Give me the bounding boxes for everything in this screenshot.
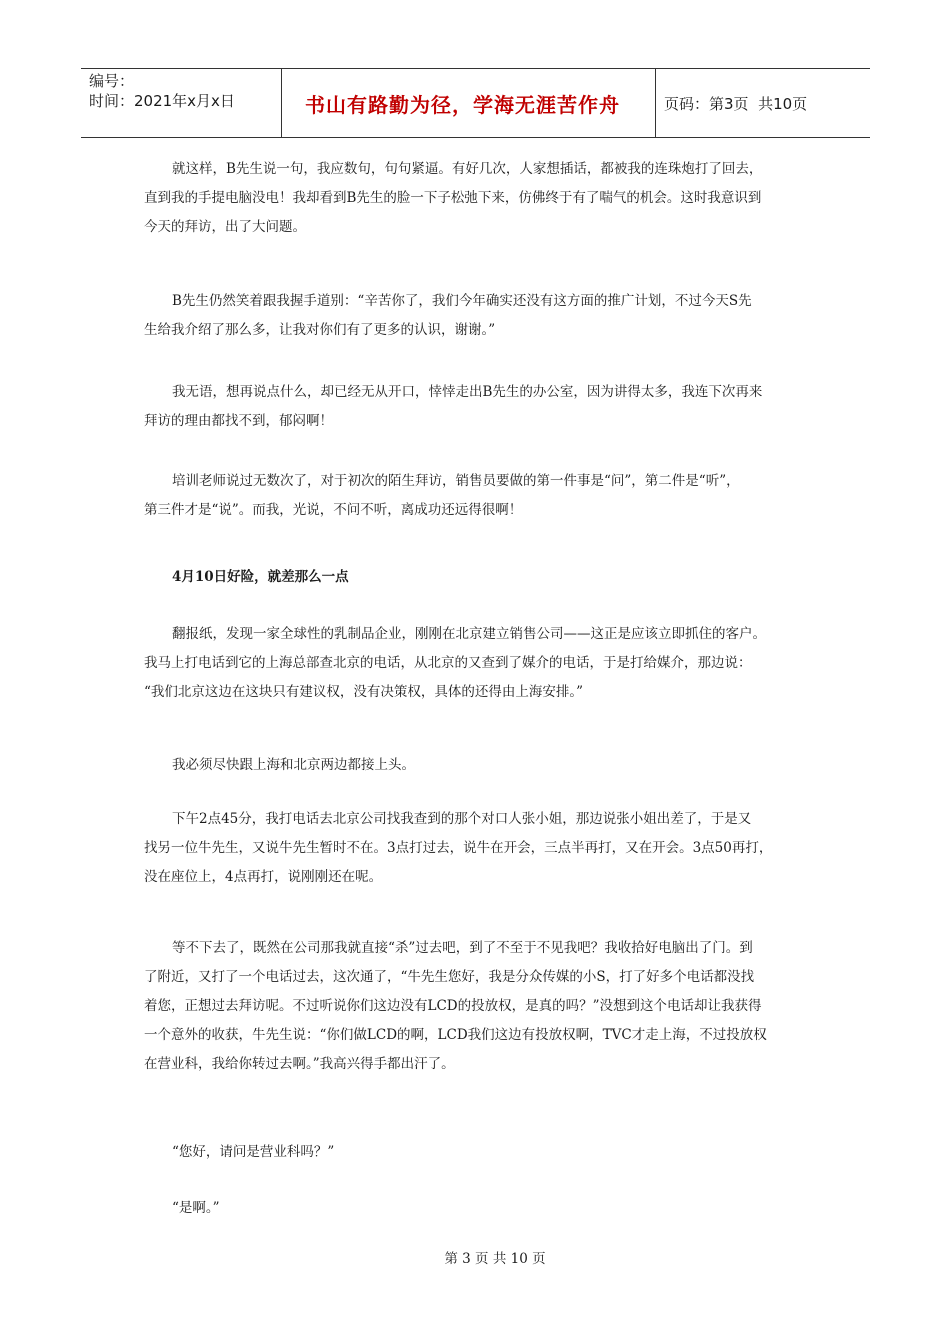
- text-line: 直到我的手提电脑没电！我却看到B先生的脸一下子松弛下来，仿佛终于有了喘气的机会。这时我意识到: [144, 190, 762, 206]
- text-line: 我必须尽快跟上海和北京两边都接上头。: [172, 757, 415, 773]
- page-info: 页码：第3页 共10页: [664, 94, 808, 113]
- text-line: 翻报纸，发现一家全球性的乳制品企业，刚刚在北京建立销售公司——这正是应该立即抓住的客户。: [172, 626, 766, 642]
- paragraph: [144, 287, 808, 345]
- paragraph: [144, 751, 808, 780]
- paragraph: [144, 1194, 808, 1223]
- paragraph: [144, 155, 808, 242]
- paragraph: [144, 934, 808, 1079]
- page-footer: 第 3 页 共 10 页: [444, 1251, 546, 1267]
- paragraph: [144, 805, 808, 892]
- section-heading: [144, 563, 808, 592]
- text-line: 拜访的理由都找不到，郁闷啊！: [144, 413, 333, 429]
- text-line: 4月10日好险，就差那么一点: [172, 569, 349, 585]
- text-line: 培训老师说过无数次了，对于初次的陌生拜访，销售员要做的第一件事是“问”，第二件是“听”，: [172, 473, 740, 489]
- text-line: “您好，请问是营业科吗？”: [172, 1144, 335, 1160]
- paragraph: [144, 620, 808, 707]
- text-line: 就这样，B先生说一句，我应数句，句句紧逼。有好几次，人家想插话，都被我的连珠炮打了回去，: [172, 161, 763, 177]
- text-line: 在营业科，我给你转过去啊。”我高兴得手都出汗了。: [144, 1056, 455, 1072]
- text-line: 今天的拜访，出了大问题。: [144, 219, 306, 235]
- text-line: 我无语，想再说点什么，却已经无从开口，悻悻走出B先生的办公室，因为讲得太多，我连下次再来: [172, 384, 763, 400]
- text-line: “我们北京这边在这块只有建议权，没有决策权，具体的还得由上海安排。”: [144, 684, 584, 700]
- header-meta-cell: [81, 69, 282, 137]
- text-line: 了附近，又打了一个电话过去，这次通了，“牛先生您好，我是分众传媒的小S，打了好多个电话都没找: [144, 969, 755, 985]
- header-page-cell: [656, 69, 870, 137]
- header-motto-cell: [282, 69, 656, 137]
- text-line: 找另一位牛先生，又说牛先生暂时不在。3点打过去，说牛在开会，三点半再打，又在开会。3点50再打，: [144, 840, 773, 856]
- text-line: B先生仍然笑着跟我握手道别：“辛苦你了，我们今年确实还没有这方面的推广计划，不过今天S先: [172, 293, 752, 309]
- text-line: 生给我介绍了那么多，让我对你们有了更多的认识，谢谢。”: [144, 322, 496, 338]
- text-line: 我马上打电话到它的上海总部查北京的电话，从北京的又查到了媒介的电话，于是打给媒介，那边说：: [144, 655, 752, 671]
- text-line: 一个意外的收获，牛先生说：“你们做LCD的啊，LCD我们这边有投放权啊，TVC才走上海，不过投放权: [144, 1027, 767, 1043]
- paragraph: [144, 467, 808, 525]
- motto-text: 书山有路勤为径，学海无涯苦作舟: [305, 92, 620, 117]
- text-line: 第三件才是“说”。而我，光说，不问不听，离成功还远得很啊！: [144, 502, 523, 518]
- document-header: [81, 68, 870, 138]
- text-line: “是啊。”: [172, 1200, 220, 1216]
- text-line: 下午2点45分，我打电话去北京公司找我查到的那个对口人张小姐，那边说张小姐出差了，于是又: [172, 811, 752, 827]
- text-line: 没在座位上，4点再打，说刚刚还在呢。: [144, 869, 383, 885]
- date-label: 时间：2021年x月x日: [89, 92, 235, 110]
- paragraph: [144, 378, 808, 436]
- paragraph: [144, 1138, 808, 1167]
- serial-label: 编号：: [89, 72, 135, 90]
- text-line: 等不下去了，既然在公司那我就直接“杀”过去吧，到了不至于不见我吧？我收拾好电脑出了门。到: [172, 940, 753, 956]
- text-line: 着您，正想过去拜访呢。不过听说你们这边没有LCD的投放权，是真的吗？”没想到这个电话却让我获得: [144, 998, 762, 1014]
